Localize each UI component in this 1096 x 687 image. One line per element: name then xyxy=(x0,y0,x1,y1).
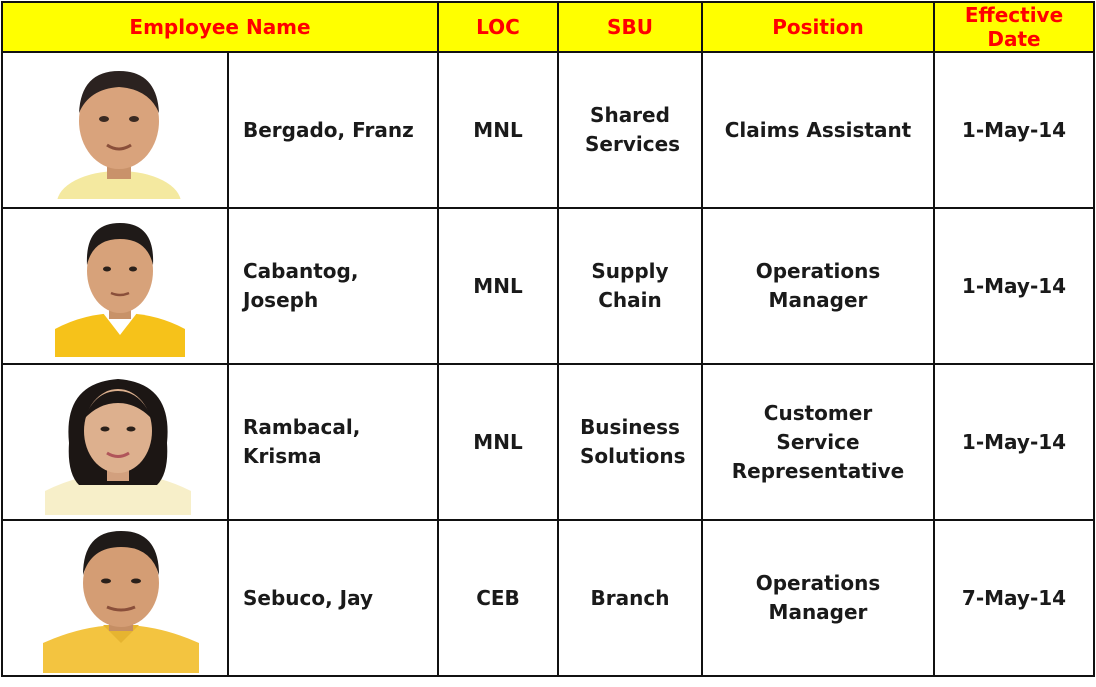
employee-effective-date: 1-May-14 xyxy=(934,364,1094,520)
employee-effective-date: 7-May-14 xyxy=(934,520,1094,676)
photo-cell xyxy=(2,208,228,364)
employee-effective-date: 1-May-14 xyxy=(934,52,1094,208)
header-loc: LOC xyxy=(438,2,558,52)
employee-sbu xyxy=(558,364,702,520)
employee-photo-man-icon xyxy=(49,63,189,199)
employee-name: Bergado, Franz xyxy=(228,52,438,208)
employee-position: Operations Manager xyxy=(702,520,934,676)
employee-name: Rambacal, Krisma xyxy=(228,364,438,520)
table-row xyxy=(2,520,1094,676)
employee-loc: MNL xyxy=(438,52,558,208)
header-position: Position xyxy=(702,2,934,52)
header-row xyxy=(2,2,1094,52)
employee-name: Sebuco, Jay xyxy=(228,520,438,676)
employee-photo-man-icon xyxy=(43,527,199,673)
photo-cell xyxy=(2,52,228,208)
table-row xyxy=(2,208,1094,364)
employee-loc: CEB xyxy=(438,520,558,676)
employee-photo-woman-icon xyxy=(45,373,191,515)
employee-effective-date: 1-May-14 xyxy=(934,208,1094,364)
employee-position xyxy=(702,364,934,520)
header-effective-date: Effective Date xyxy=(934,2,1094,52)
employee-sbu: Branch xyxy=(558,520,702,676)
employee-name: Cabantog, Joseph xyxy=(228,208,438,364)
header-employee-name: Employee Name xyxy=(2,2,438,52)
sbu-text: Business Solutions xyxy=(580,415,686,468)
sbu-text: Shared Services xyxy=(585,103,681,156)
employee-sbu xyxy=(558,52,702,208)
employee-table xyxy=(1,1,1095,677)
employee-loc: MNL xyxy=(438,364,558,520)
table-row xyxy=(2,364,1094,520)
photo-cell xyxy=(2,520,228,676)
table-row xyxy=(2,52,1094,208)
employee-sbu: Supply Chain xyxy=(558,208,702,364)
employee-loc: MNL xyxy=(438,208,558,364)
position-text: Customer Service Representative xyxy=(731,400,905,483)
photo-cell xyxy=(2,364,228,520)
employee-photo-man-icon xyxy=(55,217,185,357)
employee-position: Operations Manager xyxy=(702,208,934,364)
employee-position: Claims Assistant xyxy=(702,52,934,208)
header-sbu: SBU xyxy=(558,2,702,52)
